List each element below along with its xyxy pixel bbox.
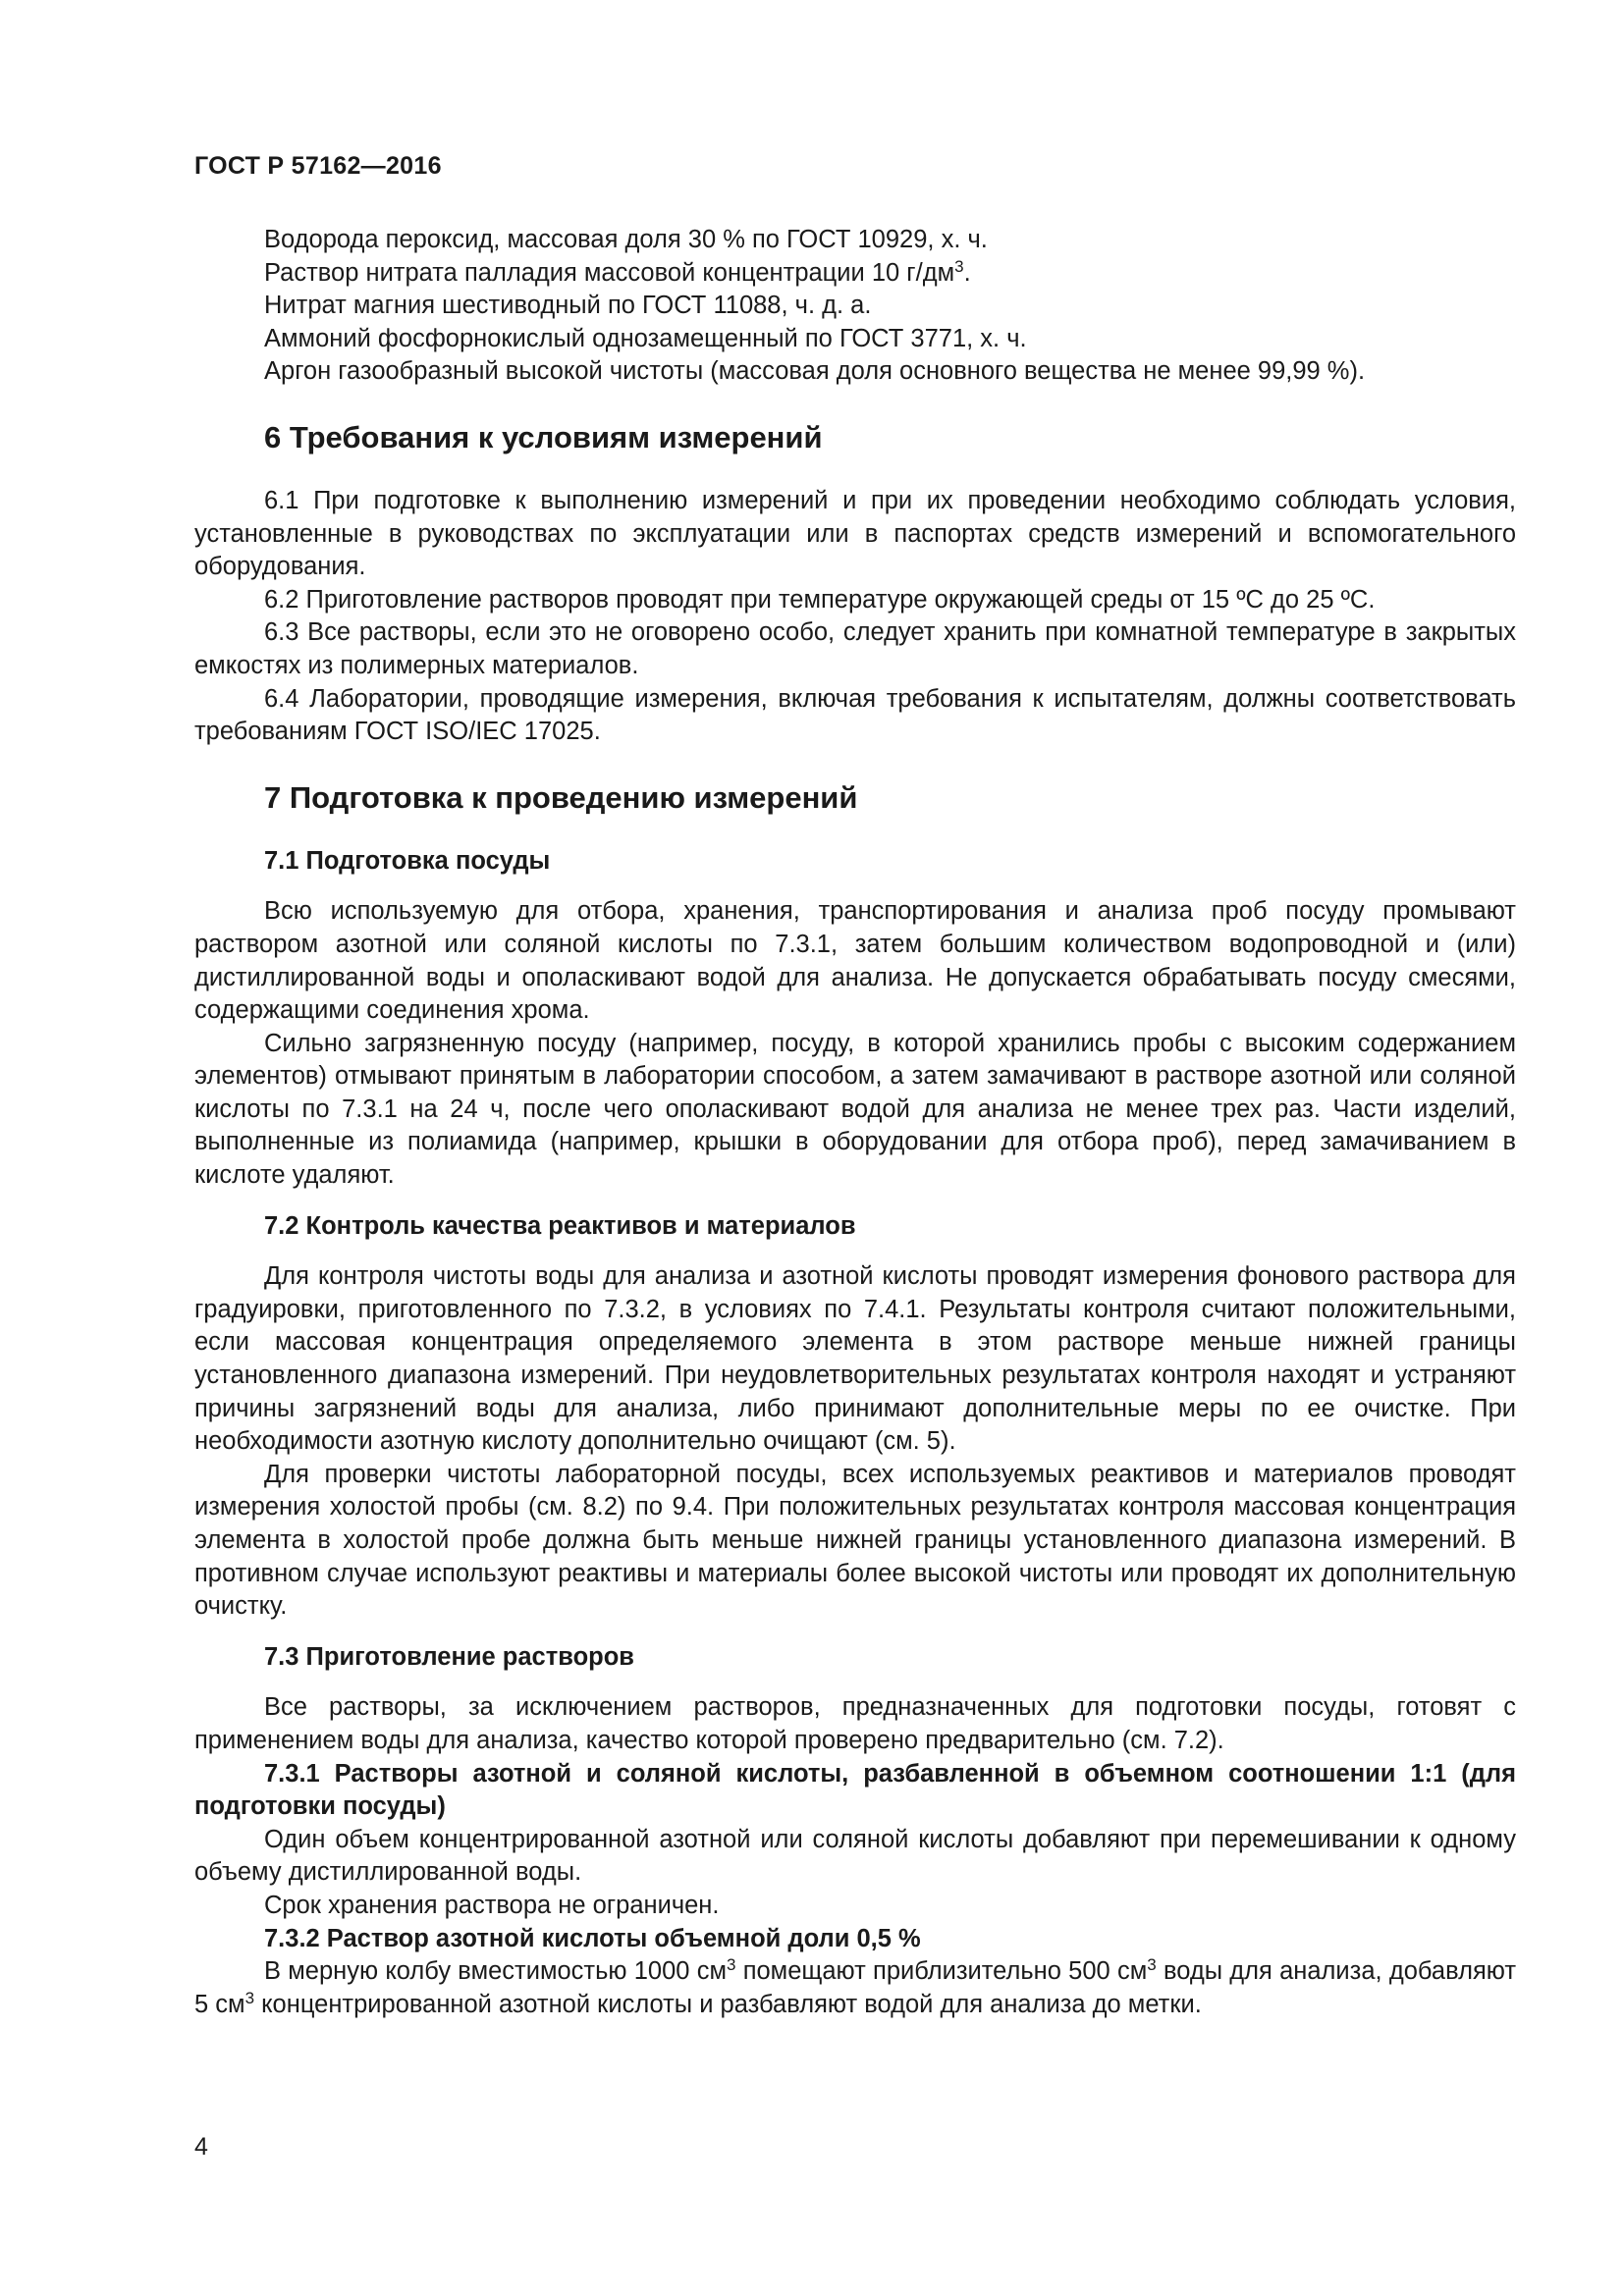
text-run: воды для анализа, добавляют 5 см (194, 1957, 1516, 2018)
paragraph: 6.2 Приготовление растворов проводят при температуре окружающей среды от 15 ºС до 25 ºС. (264, 585, 1376, 614)
reagent-item: Нитрат магния шестиводный по ГОСТ 11088, ч. д. а. (264, 292, 872, 320)
paragraph: 6.1 При подготовке к выполнению измерений и при их проведении необходимо соблюдать условия, установленные в руководствах по эксплуатации или в паспортах средств измерений и вспомогательного оборудования. (194, 486, 1516, 581)
reagent-item: Аммоний фосфорнокислый однозамещенный по ГОСТ 3771, х. ч. (264, 324, 1027, 352)
reagent-item (194, 257, 1516, 291)
paragraph: Всю используемую для отбора, хранения, транспортирования и анализа проб посуду промывают раствором азотной или соляной кислоты по 7.3.1, затем большим количеством водопроводной и (или) дистиллированной воды и ополаскивают водой для анализа. Не допускается обрабатывать посуду смесями, содержащими соединения хрома. (194, 897, 1516, 1025)
superscript: 3 (244, 1988, 255, 2007)
superscript: 3 (726, 1955, 736, 1975)
paragraph: Сильно загрязненную посуду (например, посуду, в которой хранились пробы с высоким содержанием элементов) отмывают принятым в лаборатории способом, а затем замачивают в растворе азотной или соляной кислоты по 7.3.1 на 24 ч, после чего ополаскивают водой для анализа не менее трех раз. Части изделий, выполненные из полиамида (например, крышки в оборудовании для отбора проб), перед замачиванием в кислоте удаляют. (194, 1029, 1516, 1190)
subsection-heading: 7.3 Приготовление растворов (264, 1642, 634, 1671)
reagent-item: Водорода пероксид, массовая доля 30 % по ГОСТ 10929, х. ч. (264, 226, 988, 253)
superscript: 3 (1147, 1955, 1157, 1975)
subsection-heading: 7.1 Подготовка посуды (264, 846, 551, 875)
paragraph: Все растворы, за исключением растворов, предназначенных для подготовки посуды, готовят с применением воды для анализа, качество которой проверено предварительно (см. 7.2). (194, 1693, 1516, 1754)
reagent-item: Аргон газообразный высокой чистоты (массовая доля основного вещества не менее 99,99 %). (264, 357, 1366, 386)
reagent-text: . (963, 258, 971, 287)
page-number: 4 (194, 2133, 208, 2161)
subsection-heading: 7.2 Контроль качества реактивов и материалов (264, 1211, 856, 1240)
reagent-text: Раствор нитрата палладия массовой концентрации 10 г/дм (264, 258, 955, 287)
paragraph: Для контроля чистоты воды для анализа и азотной кислоты проводят измерения фонового раствора для градуировки, приготовленного по 7.3.2, в условиях по 7.4.1. Результаты контроля считают положительными, если массовая концентрация определяемого элемента в этом растворе меньше нижней границы установленного диапазона измерений. При неудовлетворительных результатах контроля находят и устраняют причины загрязнений воды для анализа, либо принимают дополнительные меры по ее очистке. При необходимости азотную кислоту дополнительно очищают (см. 5). (194, 1262, 1516, 1456)
clause-heading: 7.3.1 Растворы азотной и соляной кислоты, разбавленной в объемном соотношении 1:1 (для подготовки посуды) (194, 1759, 1516, 1821)
paragraph: Один объем концентрированной азотной или соляной кислоты добавляют при перемешивании к одному объему дистиллированной воды. (194, 1825, 1516, 1887)
paragraph: Срок хранения раствора не ограничен. (264, 1891, 720, 1919)
section-heading: 7 Подготовка к проведению измерений (264, 779, 858, 815)
paragraph: Для проверки чистоты лабораторной посуды, всех используемых реактивов и материалов проводят измерения холостой пробы (см. 8.2) по 9.4. При положительных результатах контроля массовая концентрация элемента в холостой пробе должна быть меньше нижней границы установленного диапазона измерений. В противном случае используют реактивы и материалы более высокой чистоты или проводят их дополнительную очистку. (194, 1460, 1516, 1621)
paragraph: 6.3 Все растворы, если это не оговорено особо, следует хранить при комнатной температуре в закрытых емкостях из полимерных материалов. (194, 618, 1516, 679)
paragraph: 6.4 Лаборатории, проводящие измерения, включая требования к испытателям, должны соответствовать требованиям ГОСТ ISO/IEC 17025. (194, 684, 1516, 746)
paragraph (194, 1955, 1516, 2021)
text-run: В мерную колбу вместимостью 1000 см (264, 1957, 727, 1986)
clause-heading: 7.3.2 Раствор азотной кислоты объемной доли 0,5 % (264, 1924, 921, 1952)
text-run: концентрированной азотной кислоты и разбавляют водой для анализа до метки. (254, 1990, 1202, 2018)
superscript: 3 (954, 256, 964, 276)
section-heading: 6 Требования к условиям измерений (264, 419, 823, 454)
document-header: ГОСТ Р 57162—2016 (194, 152, 442, 180)
text-run: помещают приблизительно 500 см (735, 1957, 1148, 1986)
page-body (194, 224, 1516, 2021)
